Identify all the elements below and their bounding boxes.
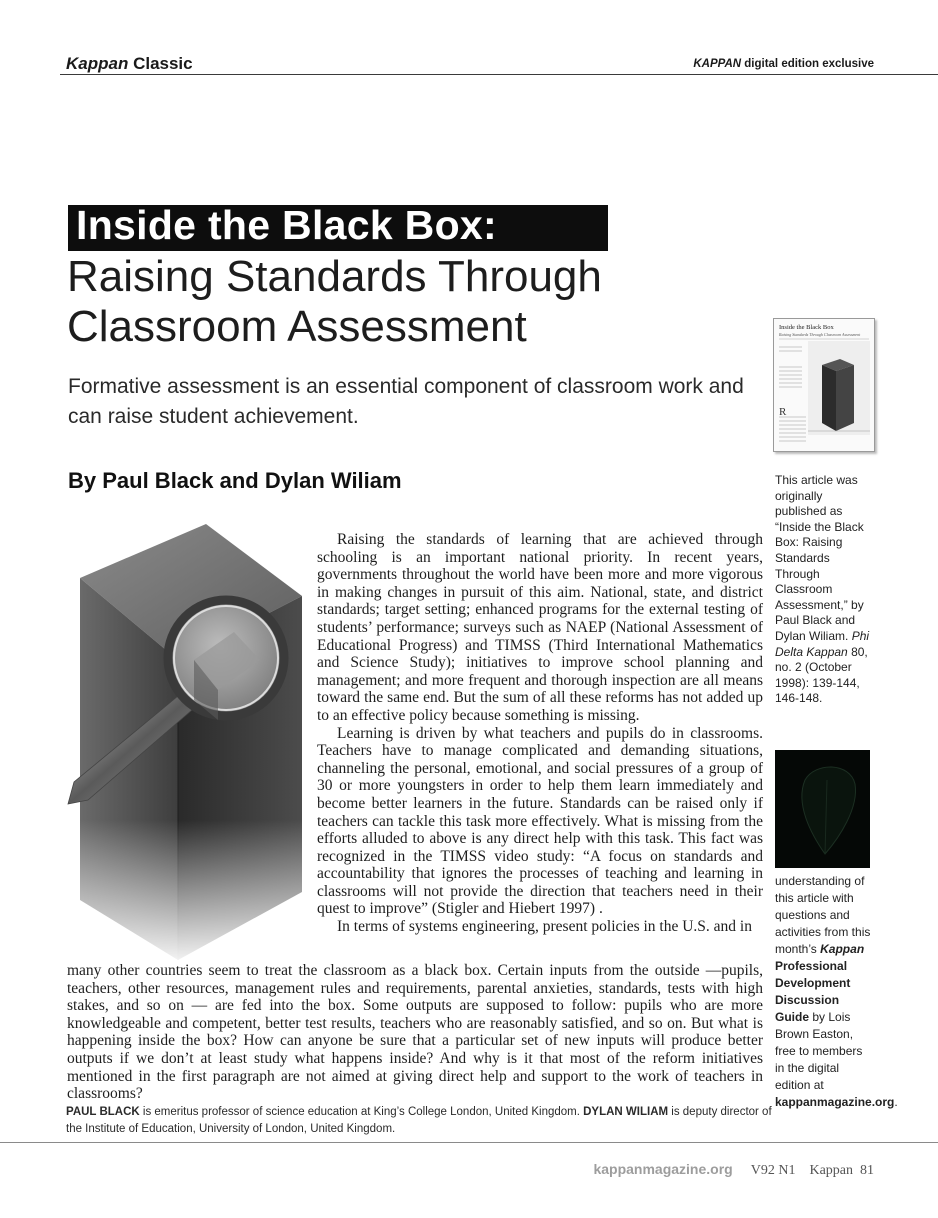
edition-label: KAPPAN digital edition exclusive (693, 58, 874, 70)
footer-site[interactable]: kappanmagazine.org (593, 1161, 733, 1177)
paragraph-1: Raising the standards of learning that are achieved through schooling is an important national priority. In recent years, governments throughout the world have been more and more vigorous in making changes in pursuit of this aim. National, state, and district standards; target setting; enhanced programs for the external testing of students’ performance; surveys such as NAEP (National Assessment of Educational Progress) and TIMSS (Third International Mathematics and Science Study); initiatives to improve school planning and management; and more frequent and thorough inspection are all means toward the same end. But the sum of all these reforms has not added up to an effective policy because something is missing. (317, 531, 763, 724)
article-subtitle: Raising Standards Through Classroom Assessment (67, 252, 602, 351)
discussion-guide-note: understanding of this article with questions and activities from this month’s Kappan Professional Development Discussion Guide by Lois Brown Easton, free to members in the digital edition at kappanmagazine.org. (775, 874, 898, 1109)
footer-journal: Kappan (809, 1163, 853, 1178)
black-box-magnifier-image (66, 520, 322, 962)
publication-note: This article was originally published as “Inside the Black Box: Raising Standards Through Classroom Assessment,” by Paul Black and Dylan Wiliam. Phi Delta Kappan 80, no. 2 (October 1998): 139-144, 146-148. (775, 473, 870, 706)
cover-title: Inside the Black Box (779, 324, 834, 331)
body-wide (67, 962, 763, 1103)
svg-text:R: R (779, 406, 787, 418)
section-label: Kappan Classic (66, 54, 193, 73)
discussion-guide-image (775, 750, 870, 868)
body-column (317, 531, 763, 936)
paragraph-3-continued: many other countries seem to treat the classroom as a black box. Certain inputs from the outside —pupils, teachers, other resources, management rules and requirements, parental anxieties, standards, tests with high stakes, and so on — are fed into the box. Some outputs are supposed to follow: pupils who are more knowledgeable and competent, better test results, teachers who are reasonably satisfied, and so on. But what is happening inside the box? How can anyone be sure that a particular set of new inputs will produce better outputs if we don’t at least study what happens inside? And why is it that most of the reform initiatives mentioned in the first paragraph are not aimed at giving direct help and support to the work of teachers in classrooms? (67, 962, 763, 1103)
footer-rule (0, 1142, 938, 1143)
guide-link[interactable]: kappanmagazine.org (775, 1095, 895, 1109)
cover-subtitle: Raising Standards Through Classroom Assessment (779, 332, 861, 337)
paragraph-2: Learning is driven by what teachers and pupils do in classrooms. Teachers have to manage complicated and demanding situations, channeling the personal, emotional, and social pressures of a group of 30 or more youngsters in order to help them learn immediately and become better learners in the future. Standards can be raised only if teachers can tackle this task more effectively. What is missing from the efforts alluded to above is any direct help with this task. This fact was recognized in the TIMSS video study: “A focus on standards and accountability that ignores the processes of teaching and learning in classrooms will not provide the direction that teachers need in their quest to improve” (Stigler and Hiebert 1997) . (317, 724, 763, 918)
original-cover-thumbnail (773, 318, 875, 452)
article-title: Inside the Black Box: (76, 202, 497, 248)
author-bio: PAUL BLACK is emeritus professor of science education at King’s College London, United Kingdom. DYLAN WILIAM is deputy director of the Institute of Education, University of London, United Kingdom. (66, 1106, 772, 1135)
cover-image (774, 319, 874, 451)
paragraph-3-start: In terms of systems engineering, present policies in the U.S. and in (337, 918, 752, 936)
page-number: 81 (860, 1163, 874, 1178)
footer-volume: V92 N1 (750, 1163, 796, 1178)
article-deck: Formative assessment is an essential component of classroom work and can raise student achievement. (68, 375, 744, 428)
running-header (66, 54, 876, 74)
page-footer (593, 1161, 874, 1179)
byline: By Paul Black and Dylan Wiliam (68, 468, 402, 493)
black-box-illustration (66, 520, 322, 962)
leaf-icon (775, 750, 870, 868)
title-banner (68, 202, 608, 251)
header-rule (60, 74, 938, 75)
